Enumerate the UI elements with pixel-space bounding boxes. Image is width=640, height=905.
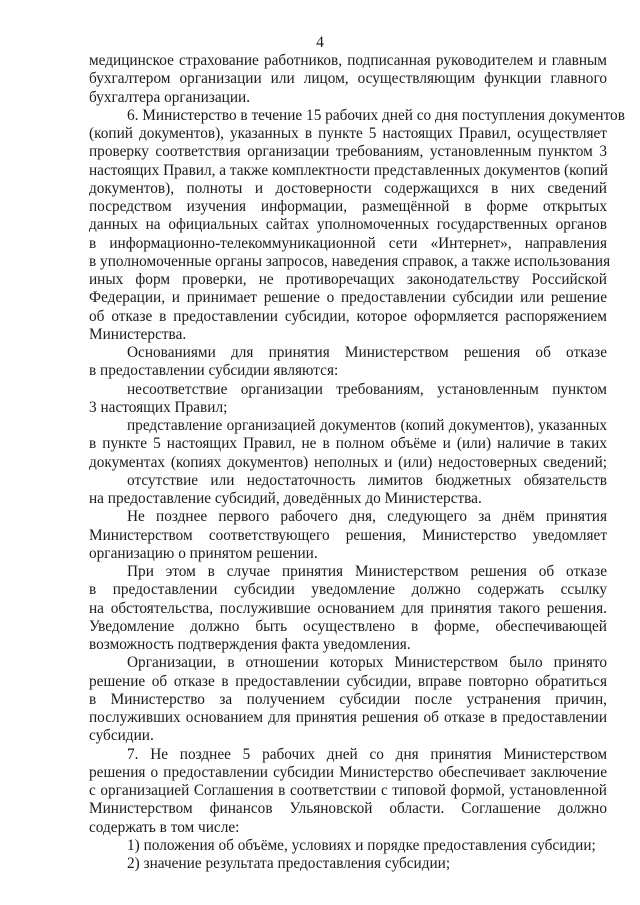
- text-line: в предоставлении субсидии уведомление должно содержать ссылку: [89, 581, 607, 599]
- text-line: проверку соответствия организации требованиям, установленным пунктом 3: [89, 143, 607, 161]
- text-line: в Министерство за получением субсидии после устранения причин,: [89, 690, 607, 708]
- text-line: При этом в случае принятия Министерством решения об отказе: [127, 563, 607, 580]
- text-line: в предоставлении субсидии являются:: [89, 362, 339, 380]
- text-line: 2) значение результата предоставления субсидии;: [127, 855, 451, 872]
- text-line: решение об отказе в предоставлении субсидии, вправе повторно обратиться: [89, 672, 607, 690]
- text-line: возможность подтверждения факта уведомления.: [89, 636, 411, 653]
- text-line: 1) положения об объёме, условиях и порядке предоставления субсидии;: [127, 836, 596, 854]
- text-line: Министерством соответствующего решения, Министерство уведомляет: [89, 526, 607, 544]
- text-line: Федерации, и принимает решение о предоставлении субсидии или решение: [89, 289, 607, 307]
- text-line: Основаниями для принятия Министерством решения об отказе: [127, 344, 607, 361]
- text-line: медицинское страхование работников, подписанная руководителем и главным: [89, 52, 607, 69]
- text-line: на предоставление субсидий, доведённых до Министерства.: [89, 490, 482, 507]
- text-line: представление организацией документов (копий документов), указанных: [127, 417, 607, 434]
- text-line: на обстоятельства, послужившие основанием для принятия такого решения.: [89, 599, 607, 617]
- text-line: Организации, в отношении которых Министерством было принято: [127, 654, 607, 672]
- text-line: данных на официальных сайтах уполномоченных государственных органов: [89, 216, 607, 234]
- text-line: посредством изучения информации, размещённой в форме открытых: [89, 198, 607, 215]
- text-line: Министерством финансов Ульяновской области. Соглашение должно: [89, 800, 607, 818]
- text-line: отсутствие или недостаточность лимитов бюджетных обязательств: [127, 471, 607, 489]
- text-line: содержать в том числе:: [89, 818, 240, 836]
- text-line: документах (копиях документов) неполных и (или) недостоверных сведений;: [89, 453, 607, 471]
- text-line: в информационно-телекоммуникационной сети «Интернет», направления: [89, 234, 607, 252]
- page-number: 4: [316, 34, 324, 51]
- text-line: в пункте 5 настоящих Правил, не в полном объёме и (или) наличие в таких: [89, 435, 607, 453]
- text-line: субсидии.: [89, 727, 154, 745]
- text-line: в уполномоченные органы запросов, наведения справок, а также использования: [89, 252, 611, 270]
- text-line: 7. Не позднее 5 рабочих дней со дня принятия Министерством: [127, 745, 607, 763]
- text-line: несоответствие организации требованиям, установленным пунктом: [127, 380, 607, 398]
- text-line: бухгалтером организации или лицом, осуществляющим функции главного: [89, 70, 607, 88]
- text-line: организацию о принятом решении.: [89, 544, 318, 562]
- text-line: 3 настоящих Правил;: [89, 398, 228, 416]
- text-line: иных форм проверки, не противоречащих законодательству Российской: [89, 271, 607, 288]
- text-line: с организацией Соглашения в соответствии с типовой формой, установленной: [89, 782, 607, 799]
- text-line: об отказе в предоставлении субсидии, которое оформляется распоряжением: [89, 307, 607, 325]
- text-line: бухгалтера организации.: [89, 88, 251, 106]
- text-line: решения о предоставлении субсидии Министерство обеспечивает заключение: [89, 763, 607, 781]
- text-line: настоящих Правил, а также комплектности представленных документов (копий: [89, 161, 608, 179]
- text-line: Министерства.: [89, 325, 187, 343]
- text-line: документов), полноты и достоверности содержащихся в них сведений: [89, 179, 607, 197]
- text-line: послуживших основанием для принятия решения об отказе в предоставлении: [89, 709, 607, 726]
- text-line: Не позднее первого рабочего дня, следующего за днём принятия: [127, 508, 607, 526]
- text-line: 6. Министерство в течение 15 рабочих дней со дня поступления документов: [127, 106, 625, 124]
- text-line: Уведомление должно быть осуществлено в форме, обеспечивающей: [89, 617, 607, 635]
- text-line: (копий документов), указанных в пункте 5 настоящих Правил, осуществляет: [89, 125, 607, 142]
